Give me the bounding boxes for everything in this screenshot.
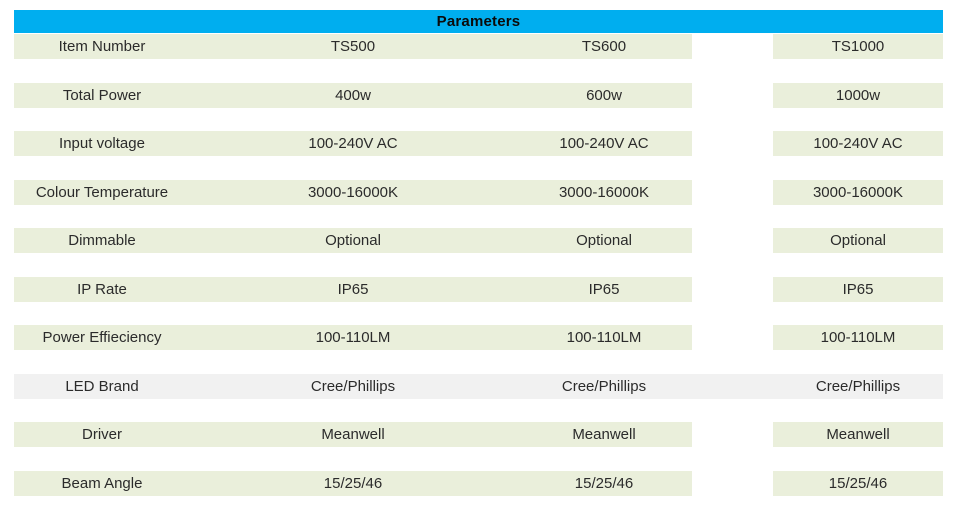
row-band-left: [14, 471, 692, 496]
cell-ts600: Cree/Phillips: [561, 377, 647, 395]
row-dimmable: [14, 228, 943, 253]
row-item-number: [14, 34, 943, 59]
cell-ts1000: TS1000: [773, 34, 943, 59]
column-gap: [692, 471, 773, 496]
cell-ts1000: IP65: [773, 277, 943, 302]
table-title: Parameters: [436, 13, 521, 30]
row-band-left: [14, 422, 692, 447]
cell-ts600: Optional: [576, 232, 632, 249]
cell-ts600: 100-240V AC: [559, 135, 649, 152]
cell-label: Beam Angle: [61, 474, 143, 492]
cell-ts1000: 100-240V AC: [773, 131, 943, 156]
cell-label: Driver: [82, 426, 122, 443]
cell-ts500: TS500: [330, 38, 376, 55]
cell-ts500: 100-110LM: [315, 329, 391, 346]
cell-ts1000: 3000-16000K: [773, 180, 943, 205]
cell-label: Item Number: [58, 38, 146, 55]
row-total-power: [14, 83, 943, 108]
row-colour-temperature: [14, 180, 943, 205]
cell-ts500: 400w: [335, 86, 371, 104]
cell-ts1000: Optional: [773, 228, 943, 253]
cell-label: IP Rate: [77, 280, 127, 298]
column-gap: [692, 374, 773, 399]
cell-label: Input voltage: [59, 135, 145, 152]
cell-label: Dimmable: [68, 232, 136, 249]
cell-ts1000: 15/25/46: [773, 471, 943, 496]
cell-ts500: Optional: [325, 232, 381, 249]
parameters-table: [14, 10, 943, 496]
cell-ts600: TS600: [581, 38, 627, 55]
cell-label: LED Brand: [65, 377, 139, 395]
cell-label: Colour Temperature: [35, 183, 169, 201]
cell-ts500: Cree/Phillips: [310, 377, 396, 395]
cell-ts500: Meanwell: [321, 426, 385, 443]
column-gap: [692, 34, 773, 59]
cell-ts1000: 100-110LM: [773, 325, 943, 350]
cell-ts500: 100-240V AC: [308, 135, 398, 152]
row-band-left: [14, 83, 692, 108]
row-band-left: [14, 131, 692, 156]
row-beam-angle: [14, 471, 943, 496]
cell-ts600: IP65: [588, 280, 620, 298]
row-band-left: [14, 34, 692, 59]
cell-ts1000: 1000w: [773, 83, 943, 108]
column-gap: [692, 422, 773, 447]
cell-ts500: IP65: [337, 280, 369, 298]
cell-ts1000: Cree/Phillips: [815, 377, 901, 395]
table-header: [14, 10, 943, 33]
row-band-left: [14, 180, 692, 205]
cell-ts1000: Meanwell: [773, 422, 943, 447]
cell-ts600: Meanwell: [572, 426, 636, 443]
column-gap: [692, 180, 773, 205]
cell-ts600: 100-110LM: [566, 329, 642, 346]
cell-ts600: 15/25/46: [574, 474, 634, 492]
row-input-voltage: [14, 131, 943, 156]
column-gap: [692, 131, 773, 156]
row-ip-rate: [14, 277, 943, 302]
column-gap: [692, 277, 773, 302]
row-band-left: [14, 325, 692, 350]
row-power-efficiency: [14, 325, 943, 350]
cell-ts600: 3000-16000K: [558, 183, 650, 201]
cell-ts600: 600w: [586, 86, 622, 104]
row-band-left: [14, 277, 692, 302]
column-gap: [692, 228, 773, 253]
row-band-left: [14, 374, 692, 399]
cell-label: Power Effieciency: [42, 329, 162, 346]
cell-label: Total Power: [62, 86, 142, 104]
row-led-brand: [14, 374, 943, 399]
column-gap: [692, 83, 773, 108]
column-gap: [692, 325, 773, 350]
cell-ts500: 15/25/46: [323, 474, 383, 492]
cell-ts500: 3000-16000K: [307, 183, 399, 201]
row-band-left: [14, 228, 692, 253]
row-driver: [14, 422, 943, 447]
